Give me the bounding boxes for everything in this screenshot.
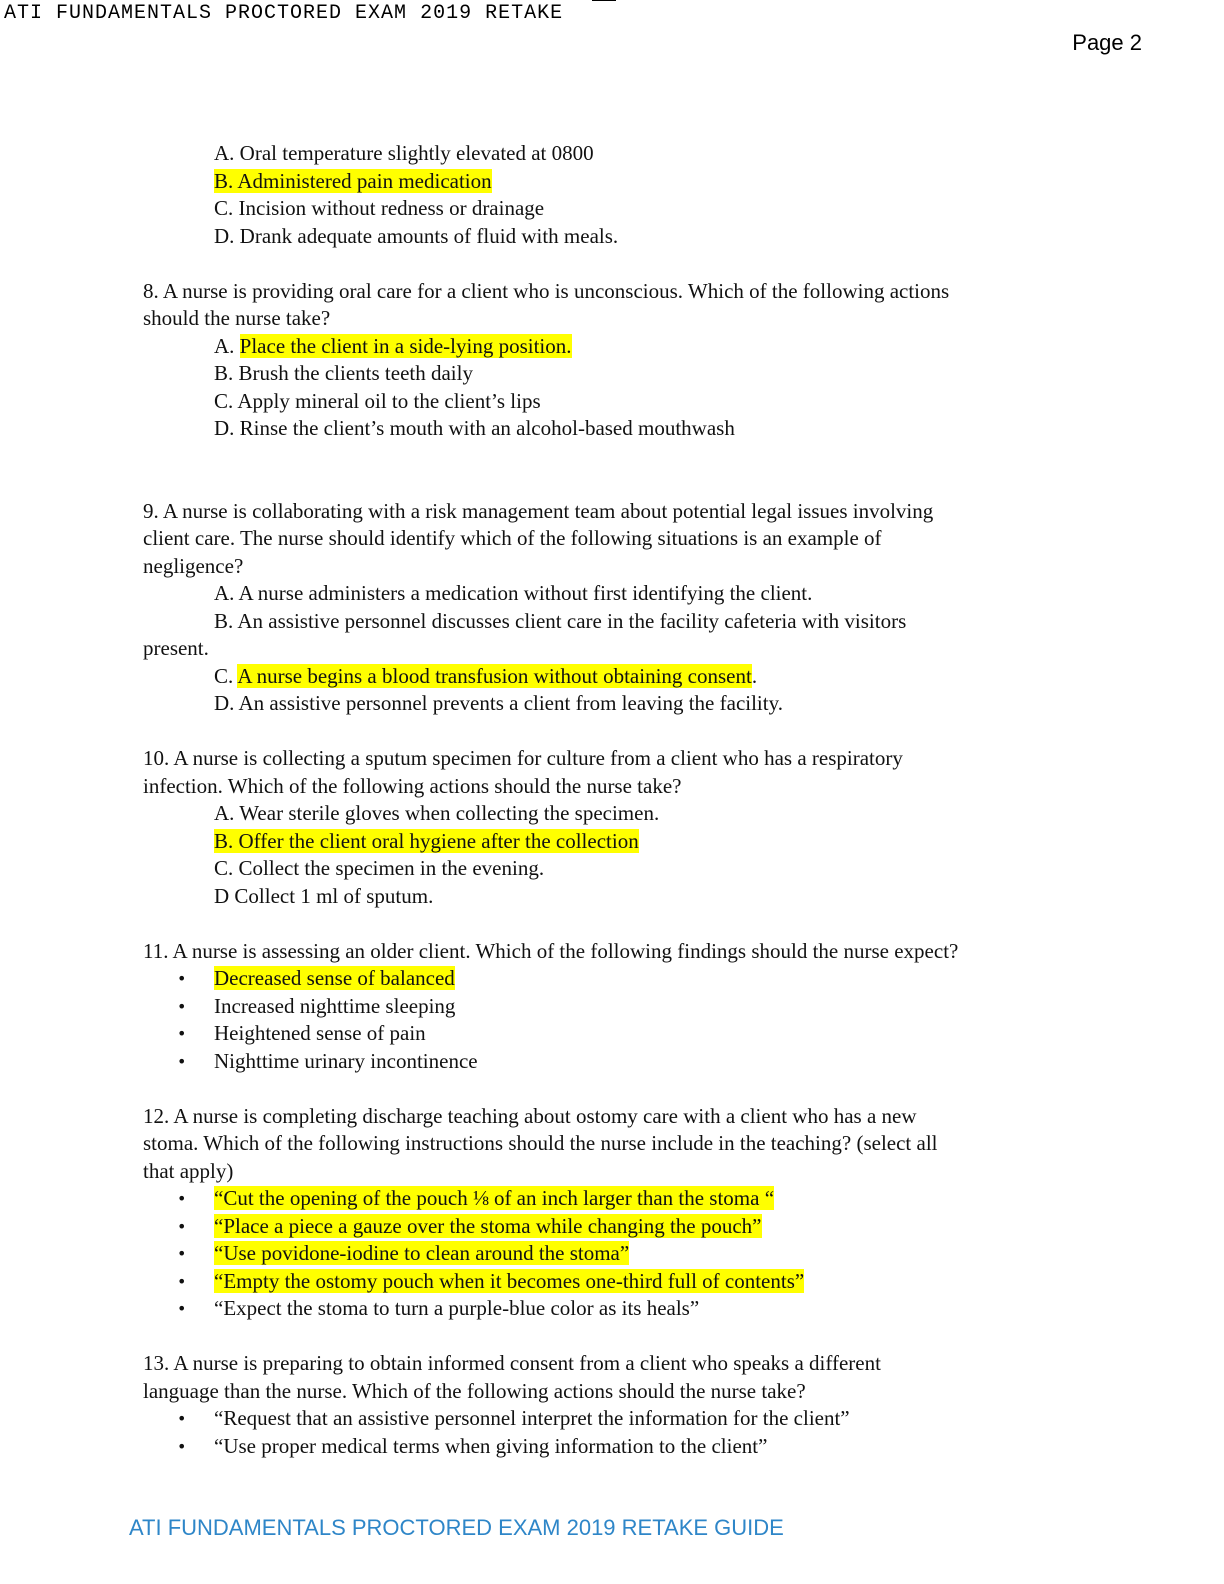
q13-answer-list	[143, 1405, 1083, 1460]
q12-item: • “Use povidone-iodine to clean around the stoma”	[143, 1240, 1083, 1268]
q8-option-c: C. Apply mineral oil to the client’s lips	[214, 388, 541, 413]
q11-stem: 11. A nurse is assessing an older client. Which of the following findings should the nurse expect?	[143, 938, 959, 963]
q8-option-d: D. Rinse the client’s mouth with an alcohol-based mouthwash	[214, 416, 735, 440]
q9-stem-cont: client care. The nurse should identify which of the following situations is an example of	[143, 526, 882, 550]
q7-option-b: B. Administered pain medication	[214, 168, 492, 193]
q11-answer-list	[143, 965, 1083, 1075]
header-mark	[592, 0, 616, 3]
q10-stem: 10. A nurse is collecting a sputum specimen for culture from a client who has a respiratory	[143, 746, 903, 770]
q7-option-d: D. Drank adequate amounts of fluid with meals.	[214, 223, 619, 248]
document-header: ATI FUNDAMENTALS PROCTORED EXAM 2019 RETAKE	[4, 2, 564, 25]
q9-option-a: A. A nurse administers a medication without first identifying the client.	[214, 581, 813, 605]
q9-option-c: C. A nurse begins a blood transfusion without obtaining consent.	[214, 663, 758, 688]
q11-item: • Heightened sense of pain	[143, 1020, 1083, 1048]
q8-option-a: A. Place the client in a side-lying position.	[214, 333, 572, 358]
q12-item: • “Place a piece a gauze over the stoma while changing the pouch”	[143, 1213, 1083, 1241]
q9-stem: 9. A nurse is collaborating with a risk management team about potential legal issues involving	[143, 498, 934, 523]
exam-content	[143, 140, 1083, 1460]
q11-item: • Increased nighttime sleeping	[143, 993, 1083, 1021]
q13-item: • “Request that an assistive personnel interpret the information for the client”	[143, 1405, 1083, 1433]
q9-stem-end: negligence?	[143, 553, 244, 578]
q13-stem: 13. A nurse is preparing to obtain informed consent from a client who speaks a different	[143, 1351, 881, 1375]
q12-stem-end: that apply)	[143, 1158, 234, 1183]
document-footer: ATI FUNDAMENTALS PROCTORED EXAM 2019 RETAKE GUIDE	[129, 1515, 784, 1540]
q10-option-b: B. Offer the client oral hygiene after the collection	[214, 828, 639, 853]
q9-option-b: B. An assistive personnel discusses client care in the facility cafeteria with visitors	[214, 608, 907, 633]
q12-answer-list	[143, 1185, 1083, 1323]
q12-item: • “Cut the opening of the pouch ⅛ of an inch larger than the stoma “	[143, 1185, 1083, 1213]
q12-item: • “Empty the ostomy pouch when it becomes one-third full of contents”	[143, 1268, 1083, 1296]
q8-option-b: B. Brush the clients teeth daily	[214, 361, 473, 385]
q7-option-c: C. Incision without redness or drainage	[214, 196, 545, 220]
q8-stem-cont: should the nurse take?	[143, 306, 331, 330]
q12-item: • “Expect the stoma to turn a purple-blue color as its heals”	[143, 1295, 1083, 1323]
q7-option-a: A. Oral temperature slightly elevated at 0800	[214, 141, 594, 165]
q11-item: • Decreased sense of balanced	[143, 965, 1083, 993]
q10-option-d: D Collect 1 ml of sputum.	[214, 883, 434, 908]
q10-stem-cont: infection. Which of the following actions should the nurse take?	[143, 773, 682, 798]
q12-stem: 12. A nurse is completing discharge teaching about ostomy care with a client who has a new	[143, 1103, 917, 1128]
page-number: Page 2	[1072, 30, 1142, 55]
q11-item: • Nighttime urinary incontinence	[143, 1048, 1083, 1076]
q10-option-c: C. Collect the specimen in the evening.	[214, 856, 545, 880]
q9-option-d: D. An assistive personnel prevents a client from leaving the facility.	[214, 691, 783, 715]
q12-stem-cont: stoma. Which of the following instructions should the nurse include in the teaching? (select all	[143, 1131, 938, 1155]
q8-stem: 8. A nurse is providing oral care for a client who is unconscious. Which of the following actions	[143, 278, 950, 303]
q10-option-a: A. Wear sterile gloves when collecting the specimen.	[214, 801, 660, 825]
q13-item: • “Use proper medical terms when giving information to the client”	[143, 1433, 1083, 1461]
q9-option-b-cont: present.	[143, 636, 209, 660]
q13-stem-cont: language than the nurse. Which of the following actions should the nurse take?	[143, 1378, 806, 1403]
